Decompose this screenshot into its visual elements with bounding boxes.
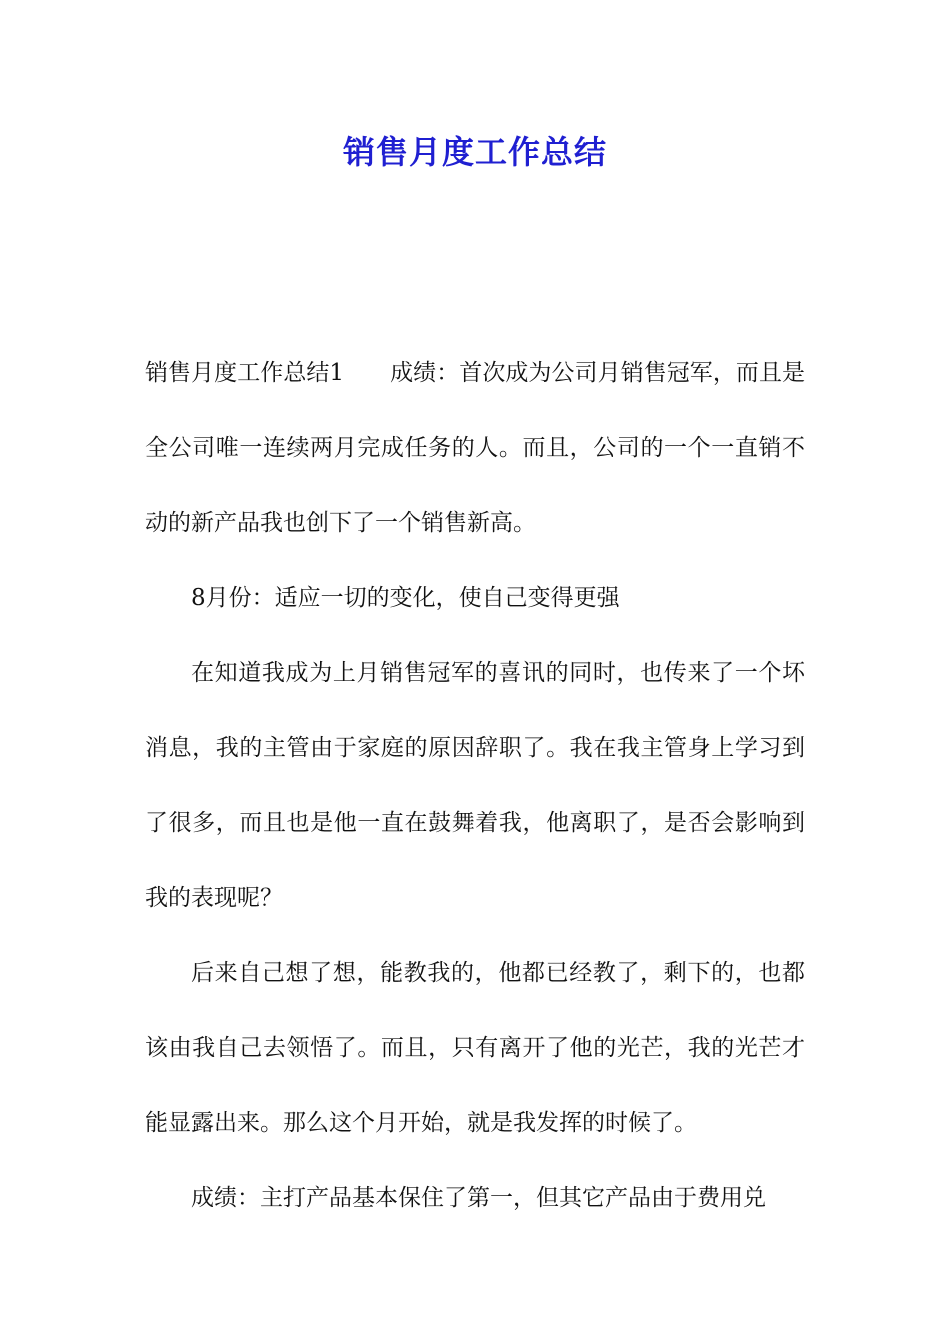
document-body [145,336,805,1236]
paragraph-5: 成绩：主打产品基本保住了第一，但其它产品由于费用兑 [191,1185,766,1211]
paragraph-2: 8月份：适应一切的变化，使自己变得更强 [191,585,620,611]
document-title: 销售月度工作总结 [342,133,607,171]
paragraph-1-text: 成绩：首次成为公司月销售冠军，而且是全公司唯一连续两月完成任务的人。而且，公司的一个一直销不动的新产品我也创下了一个销售新高。 [145,360,806,536]
paragraph-1 [145,336,805,561]
paragraph-1-heading: 销售月度工作总结1 [145,360,345,386]
paragraph-4: 后来自己想了想，能教我的，他都已经教了，剩下的，也都该由我自己去领悟了。而且，只有离开了他的光芒，我的光芒才能显露出来。那么这个月开始，就是我发挥的时候了。 [145,960,805,1136]
paragraph-3: 在知道我成为上月销售冠军的喜讯的同时，也传来了一个坏消息，我的主管由于家庭的原因辞职了。我在我主管身上学习到了很多，而且也是他一直在鼓舞着我，他离职了，是否会影响到我的表现呢？ [145,660,805,911]
